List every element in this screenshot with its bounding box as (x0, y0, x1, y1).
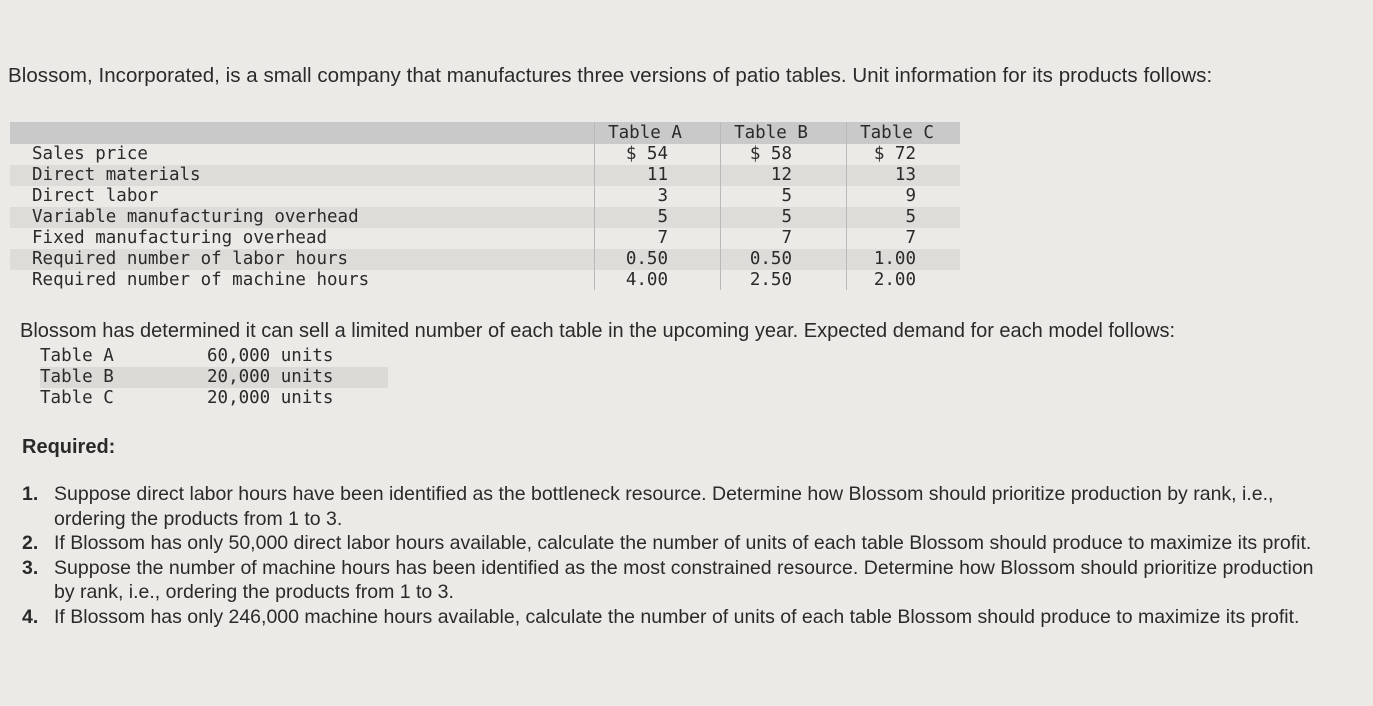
requirement-number: 2. (22, 532, 39, 554)
table-cell: 2.50 (749, 270, 792, 290)
table-cell: 9 (905, 186, 916, 206)
demand-row (40, 367, 388, 388)
demand-quantity: 20,000 units (207, 388, 334, 408)
table-cell: 11 (646, 165, 668, 185)
demand-table (40, 346, 388, 409)
demand-intro-text: Blossom has determined it can sell a limited number of each table in the upcoming year. Expected demand for each model follows: (20, 320, 1176, 342)
row-label: Direct labor (32, 186, 159, 206)
column-divider (594, 122, 595, 290)
row-label: Variable manufacturing overhead (32, 207, 359, 227)
requirement-number: 3. (22, 556, 39, 579)
required-heading: Required: (22, 436, 116, 458)
table-cell: 2.00 (873, 270, 916, 290)
column-divider (720, 122, 721, 290)
table-cell: 5 (781, 207, 792, 227)
table-cell: 7 (657, 228, 668, 248)
requirement-item (22, 482, 1332, 531)
table-cell: 0.50 (625, 249, 668, 269)
column-header-table-b: Table B (734, 123, 808, 143)
row-label: Direct materials (32, 165, 201, 185)
row-label: Sales price (32, 144, 148, 164)
requirement-number: 4. (22, 605, 39, 628)
table-header-bar (10, 122, 960, 144)
requirement-item (22, 556, 1332, 605)
table-cell: 3 (657, 186, 668, 206)
demand-quantity: 20,000 units (207, 367, 334, 387)
demand-product: Table C (40, 388, 114, 408)
demand-row (40, 388, 388, 409)
requirement-text: Suppose direct labor hours have been identified as the bottleneck resource. Determine how Blossom should prioritize production by rank, i.e., ordering the products from 1 to 3. (54, 483, 1274, 530)
table-cell: 5 (657, 207, 668, 227)
column-header-table-c: Table C (860, 123, 934, 143)
table-cell: 0.50 (749, 249, 792, 269)
requirement-item (22, 605, 1332, 630)
requirement-text: If Blossom has only 50,000 direct labor hours available, calculate the number of units of each table Blossom should produce to maximize its profit. (54, 532, 1312, 554)
table-cell: $ 54 (625, 144, 668, 164)
table-cell: 5 (905, 207, 916, 227)
requirements-list (22, 482, 1332, 629)
demand-product: Table A (40, 346, 114, 366)
row-label: Required number of machine hours (32, 270, 370, 290)
demand-row (40, 346, 388, 367)
column-divider (846, 122, 847, 290)
demand-quantity: 60,000 units (207, 346, 334, 366)
table-cell: 7 (781, 228, 792, 248)
column-header-table-a: Table A (608, 123, 682, 143)
row-label: Fixed manufacturing overhead (32, 228, 328, 248)
table-cell: 7 (905, 228, 916, 248)
product-table (10, 122, 960, 296)
demand-product: Table B (40, 367, 114, 387)
table-cell: 1.00 (873, 249, 916, 269)
table-cell: 12 (770, 165, 792, 185)
table-cell: $ 72 (873, 144, 916, 164)
requirement-text: Suppose the number of machine hours has been identified as the most constrained resource. Determine how Blossom should prioritize production by rank, i.e., ordering the products from 1 to 3. (54, 556, 1314, 603)
requirement-number: 1. (22, 483, 39, 505)
table-cell: 4.00 (625, 270, 668, 290)
table-cell: 13 (894, 165, 916, 185)
intro-text: Blossom, Incorporated, is a small company that manufactures three versions of patio tables. Unit information for its products follows: (8, 64, 1213, 87)
table-cell: $ 58 (749, 144, 792, 164)
requirement-item (22, 531, 1332, 556)
requirement-text: If Blossom has only 246,000 machine hours available, calculate the number of units of each table Blossom should produce to maximize its profit. (54, 605, 1300, 628)
row-label: Required number of labor hours (32, 249, 349, 269)
table-cell: 5 (781, 186, 792, 206)
